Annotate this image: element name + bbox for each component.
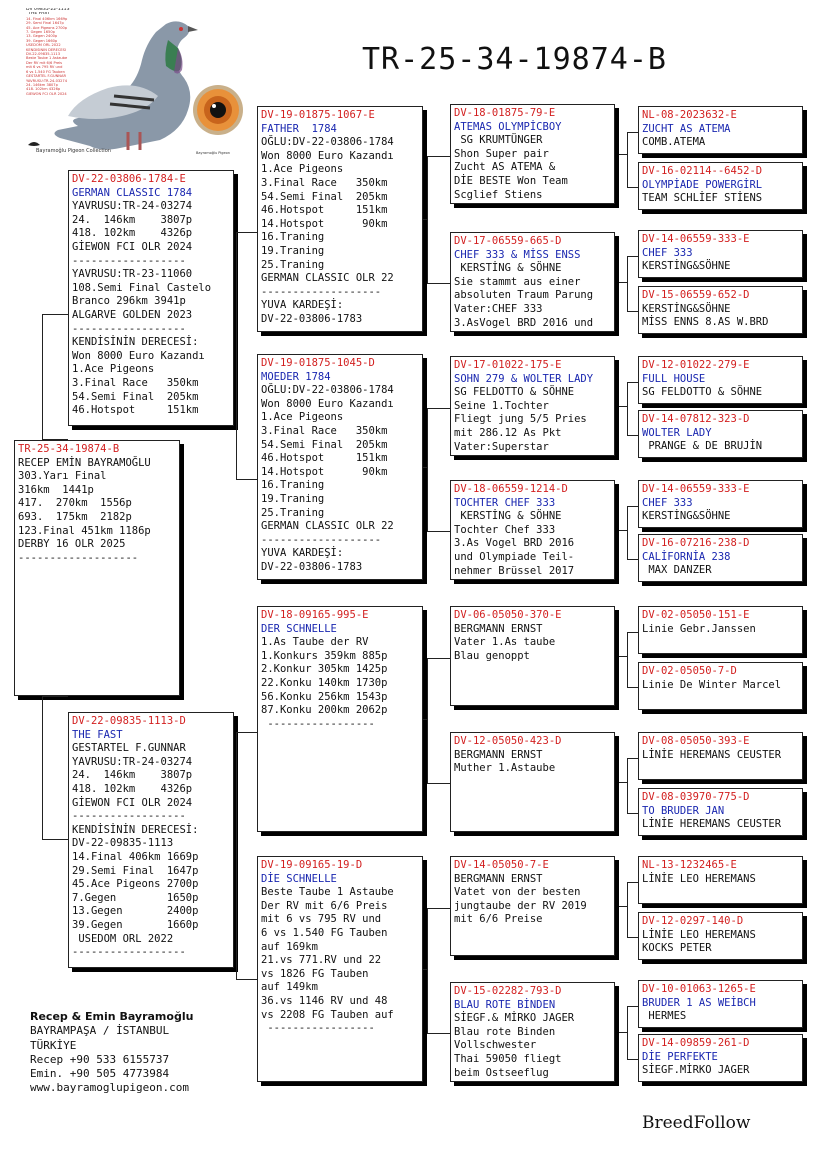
info-line: Thai 59050 fliegt [454, 1052, 562, 1065]
grandparent-card [257, 106, 423, 332]
photo-caption-line: 6 vs 1.540 FG Tauben [26, 69, 65, 74]
photo-caption-line: mit 6 vs 795 RV und [26, 65, 63, 70]
tree-connector [423, 719, 427, 720]
tree-connector [627, 132, 638, 188]
photo-caption-line: 24. 146km 3807p [26, 82, 58, 87]
photo-caption-line: 13. Gegen 2400p [26, 34, 58, 39]
tree-connector [627, 882, 638, 938]
info-line: ------------------ [72, 322, 186, 335]
info-line: 693. 175km 2182p [18, 510, 132, 523]
ancestor-card [638, 106, 803, 154]
info-line: 24. 146km 3807p [72, 769, 193, 782]
ring-number: DV-15-06559-652-D [642, 289, 750, 301]
info-line: Blau genoppt [454, 649, 530, 662]
pigeon-name: ATEMAS OLYMPİCBOY [454, 120, 562, 133]
breeder-name: Recep & Emin Bayramoğlu [30, 1010, 194, 1023]
great-grandparent-card [450, 732, 615, 832]
tree-connector [627, 382, 638, 436]
info-line: DERBY 16 OLR 2025 [18, 538, 126, 551]
tree-connector [627, 1006, 638, 1060]
info-line: Beste Taube 1 Astaube [261, 886, 394, 899]
info-line: LİNİE HEREMANS CEUSTER [642, 748, 782, 761]
info-line: 3.Final Race 350km [72, 376, 199, 389]
info-line: Vater:CHEF 333 [454, 302, 543, 315]
grandparent-card [257, 354, 423, 580]
eye-photo [193, 85, 243, 135]
info-line: YUVA KARDEŞİ: [261, 299, 344, 312]
info-line: 1.Ace Pigeons [261, 411, 344, 424]
ring-number: NL-13-1232465-E [642, 859, 737, 871]
info-line: 316km 1441p [18, 483, 94, 496]
ring-number: DV-08-03970-775-D [642, 791, 750, 803]
info-line: PRANGE & DE BRUJİN [642, 440, 763, 453]
ancestor-card [638, 410, 803, 458]
info-line: MİSS ENNS 8.AS W.BRD [642, 316, 769, 329]
info-line: mit 6 vs 795 RV und [261, 913, 382, 926]
info-line: 123.Final 451km 1186p [18, 524, 151, 537]
info-line: 418. 102km 4326p [72, 782, 193, 795]
info-line: 1.Ace Pigeons [72, 363, 155, 376]
info-line: DİE BESTE Won Team [454, 174, 568, 187]
pigeon-name: CHEF 333 [642, 496, 693, 509]
photo-footer-right: Bayramoğlu Pigeon [196, 151, 231, 155]
ancestor-card [638, 912, 803, 960]
ring-number: DV-12-01022-279-E [642, 359, 750, 371]
info-line: 6 vs 1.540 FG Tauben [261, 926, 388, 939]
ring-number: DV-18-06559-1214-D [454, 483, 568, 495]
pigeon-name: DİE PERFEKTE [642, 1050, 718, 1063]
photo-caption-line: 7. Gegen 1650p [26, 30, 55, 35]
info-line: Scglief Stiens [454, 188, 543, 201]
pigeon-name: GERMAN CLASSIC 1784 [72, 186, 193, 199]
info-line: nehmer Brüssel 2017 [454, 564, 575, 577]
info-line: 418. 102km 4326p [72, 227, 193, 240]
pigeon-name: FULL HOUSE [642, 372, 706, 385]
info-line: 56.Konku 256km 1543p [261, 690, 388, 703]
pigeon-name: THE FAST [72, 728, 123, 741]
ring-number: DV-08-05050-393-E [642, 735, 750, 747]
ring-number: DV-22-09835-1113-D [72, 715, 186, 727]
info-line: Fliegt jung 5/5 Pries [454, 413, 587, 426]
info-line: USEDOM ORL 2022 [72, 932, 174, 945]
info-line: 3.AsVogel BRD 2016 und [454, 316, 594, 329]
ring-number: DV-14-05050-7-E [454, 859, 549, 871]
info-line: OĞLU:DV-22-03806-1784 [261, 136, 394, 149]
info-line: DV-22-03806-1783 [261, 312, 363, 325]
info-line: 108.Semi Final Castelo [72, 281, 212, 294]
ring-number: DV-18-01875-79-E [454, 107, 556, 119]
tree-connector [236, 232, 257, 480]
info-line: 19.Traning [261, 244, 325, 257]
info-line: OĞLU:DV-22-03806-1784 [261, 384, 394, 397]
info-line: Muther 1.Astaube [454, 762, 556, 775]
pigeon-name: DER SCHNELLE [261, 622, 337, 635]
tree-connector [427, 908, 450, 1034]
photo-caption-line: DV 09835-22-1113 [26, 8, 70, 12]
ring-number: DV-22-03806-1784-E [72, 173, 186, 185]
info-line: auf 169km [261, 940, 318, 953]
tree-connector [619, 1032, 627, 1033]
info-line: 87.Konku 200km 2062p [261, 704, 388, 717]
ring-number: DV-14-09859-261-D [642, 1037, 750, 1049]
info-line: Blau rote Binden [454, 1025, 556, 1038]
pigeon-name: OLYMPİADE POWERGİRL [642, 178, 763, 191]
info-line: 29.Semi Final 1647p [72, 864, 199, 877]
info-line: GERMAN CLASSIC OLR 22 [261, 272, 394, 285]
info-line: ------------------ [72, 810, 186, 823]
phone-emin: Emin. +90 505 4773984 [30, 1067, 170, 1081]
info-line: GİEWON FCI OLR 2024 [72, 240, 193, 253]
pigeon-name: CALİFORNİA 238 [642, 550, 731, 563]
info-line: ----------------- [261, 1022, 375, 1035]
info-line: ------------------- [18, 551, 139, 564]
info-line: SİEGF.MİRKO JAGER [642, 1064, 750, 1077]
info-line: 417. 270km 1556p [18, 497, 132, 510]
info-line: 14.Hotspot 90km [261, 465, 388, 478]
info-line: 45.Ace Pigeons 2700p [72, 878, 199, 891]
photo-caption-line: "THE FAST" [26, 12, 52, 17]
ring-number: NL-08-2023632-E [642, 109, 737, 121]
tree-connector [619, 906, 627, 907]
tree-connector [42, 314, 68, 440]
phone-recep: Recep +90 533 6155737 [30, 1052, 170, 1066]
info-line: 54.Semi Final 205km [261, 190, 388, 203]
info-line: SG KRUMTÜNGER [454, 134, 543, 147]
breeder-city: BAYRAMPAŞA / İSTANBUL [30, 1024, 170, 1038]
tree-connector [619, 154, 627, 155]
photo-caption-line: Der RV mit 6/6 Preis [26, 60, 63, 65]
info-line: LİNİE HEREMANS CEUSTER [642, 818, 782, 831]
info-line: 7.Gegen 1650p [72, 891, 199, 904]
ring-number: DV-17-01022-175-E [454, 359, 562, 371]
pigeon-name: FATHER 1784 [261, 122, 337, 135]
info-line: 1.Konkurs 359km 885p [261, 649, 388, 662]
photo-caption-line: USEDOM ORL 2022 [26, 43, 61, 48]
info-line: 19.Traning [261, 492, 325, 505]
tree-connector [627, 758, 638, 814]
info-line: Shon Super pair [454, 147, 549, 160]
info-line: Vater:Superstar [454, 440, 549, 453]
brand-logo: BreedFollow [642, 1113, 751, 1133]
info-line: ALGARVE GOLDEN 2023 [72, 308, 193, 321]
info-line: MAX DANZER [642, 564, 712, 577]
ancestor-card [638, 286, 803, 334]
photo-caption-line: GİEWON FCI OLR 2024 [26, 91, 67, 96]
info-line: ----------------- [261, 717, 375, 730]
info-line: YUVA KARDEŞİ: [261, 547, 344, 560]
ancestor-card [638, 162, 803, 210]
info-line: 16.Traning [261, 231, 325, 244]
info-line: 25.Traning [261, 506, 325, 519]
info-line: ------------------ [72, 254, 186, 267]
ancestor-card [638, 606, 803, 654]
tree-connector [427, 408, 450, 532]
info-line: YAVRUSU:TR-23-11060 [72, 268, 193, 281]
tree-connector [627, 506, 638, 560]
info-line: 2.Konkur 305km 1425p [261, 663, 388, 676]
info-line: Tochter Chef 333 [454, 523, 556, 536]
info-line: Won 8000 Euro Kazandı [261, 397, 394, 410]
info-line: KOCKS PETER [642, 942, 712, 955]
great-grandparent-card [450, 232, 615, 332]
great-grandparent-card [450, 606, 615, 706]
info-line: 16.Traning [261, 479, 325, 492]
ring-number: DV-19-01875-1045-D [261, 357, 375, 369]
info-line: ------------------- [261, 285, 382, 298]
ring-number: DV-19-09165-19-D [261, 859, 363, 871]
ring-number: DV-18-09165-995-E [261, 609, 369, 621]
photo-caption-line: 45. Ace Pigeons 2700p [26, 25, 68, 30]
great-grandparent-card [450, 982, 615, 1082]
info-line: YAVRUSU:TR-24-03274 [72, 200, 193, 213]
ancestor-card [638, 662, 803, 710]
photo-caption-line: YAVRUSU:TR-24-03274 [26, 78, 67, 83]
photo-caption-line: GESTARTEL F.GUNNAR [26, 74, 66, 79]
info-line: 3.Final Race 350km [261, 176, 388, 189]
info-line: Vollschwester [454, 1039, 537, 1052]
info-line: 39.Gegen 1660p [72, 918, 199, 931]
sire-card [68, 170, 234, 426]
tree-connector [423, 219, 427, 220]
info-line: 14.Hotspot 90km [261, 217, 388, 230]
info-line: beim Ostseeflug [454, 1066, 549, 1079]
info-line: GESTARTEL F.GUNNAR [72, 742, 186, 755]
tree-connector [627, 632, 638, 688]
ancestor-card [638, 480, 803, 528]
info-line: RECEP EMİN BAYRAMOĞLU [18, 456, 151, 469]
info-line: Won 8000 Euro Kazandı [72, 349, 205, 362]
tree-connector [423, 969, 427, 970]
photo-caption-line: KENDİSİNİN DERECESİ [26, 47, 66, 52]
info-line: KERSTİNG & SÖHNE [454, 510, 562, 523]
info-line: 303.Yarı Final [18, 470, 107, 483]
info-line: BERGMANN ERNST [454, 748, 543, 761]
info-line: 22.Konku 140km 1730p [261, 676, 388, 689]
info-line: Linie Gebr.Janssen [642, 622, 756, 635]
ancestor-card [638, 230, 803, 278]
info-line: 13.Gegen 2400p [72, 905, 199, 918]
info-line: Linie De Winter Marcel [642, 678, 782, 691]
photo-caption-line: 29. Semi Final 1647p [26, 21, 64, 26]
photo-caption-line: DV-22-09835-1113 [26, 52, 60, 57]
info-line: 1.As Taube der RV [261, 636, 369, 649]
info-line: 36.vs 1146 RV und 48 [261, 994, 388, 1007]
ancestor-card [638, 732, 803, 780]
ancestor-card [638, 534, 803, 582]
ring-number: DV-12-05050-423-D [454, 735, 562, 747]
website-link[interactable]: www.bayramoglupigeon.com [30, 1081, 189, 1095]
info-line: 3.Final Race 350km [261, 424, 388, 437]
tree-connector [427, 658, 450, 784]
great-grandparent-card [450, 856, 615, 956]
tree-connector [423, 467, 427, 468]
info-line: jungtaube der RV 2019 [454, 899, 587, 912]
ring-number: DV-16-07216-238-D [642, 537, 750, 549]
ring-number: DV-19-01875-1067-E [261, 109, 375, 121]
tree-connector [236, 732, 257, 980]
info-line: vs 2208 FG Tauben auf [261, 1008, 394, 1021]
info-line: Zucht AS ATEMA & [454, 161, 556, 174]
info-line: 14.Final 406km 1669p [72, 850, 199, 863]
info-line: 54.Semi Final 205km [72, 390, 199, 403]
pigeon-name: TOCHTER CHEF 333 [454, 496, 556, 509]
info-line: mit 286.12 As Pkt [454, 426, 562, 439]
info-line: und Olympiade Teil- [454, 550, 575, 563]
info-line: 46.Hotspot 151km [261, 204, 388, 217]
great-grandparent-card [450, 480, 615, 580]
info-line: GİEWON FCI OLR 2024 [72, 796, 193, 809]
info-line: 1.Ace Pigeons [261, 163, 344, 176]
ring-number: DV-15-02282-793-D [454, 985, 562, 997]
info-line: DV-22-03806-1783 [261, 560, 363, 573]
photo-footer-left: Bayramoğlu Pigeon Collection [36, 148, 111, 154]
info-line: 54.Semi Final 205km [261, 438, 388, 451]
info-line: KENDİSİNİN DERECESİ: [72, 823, 199, 836]
great-grandparent-card [450, 356, 615, 456]
ring-number: DV-02-05050-151-E [642, 609, 750, 621]
tree-connector [619, 656, 627, 657]
photo-caption-line: 418. 102km 4326p [26, 87, 61, 92]
info-line: 46.Hotspot 151km [72, 404, 199, 417]
ring-number: DV-02-05050-7-D [642, 665, 737, 677]
photo-caption-line: Beste Taube 1 Astaube [26, 56, 68, 61]
info-line: Sie stammt aus einer [454, 275, 581, 288]
tree-connector [619, 782, 627, 783]
photo-caption-line: 39. Gegen 1660p [26, 38, 58, 43]
info-line: 21.vs 771.RV und 22 [261, 954, 382, 967]
pigeon-name: MOEDER 1784 [261, 370, 331, 383]
info-line: KERSTİNG&SÖHNE [642, 510, 731, 523]
info-line: absoluten Traum Parung [454, 289, 594, 302]
ancestor-card [638, 1034, 803, 1082]
pigeon-name: DİE SCHNELLE [261, 872, 337, 885]
info-line: KERSTİNG&SÖHNE [642, 302, 731, 315]
ancestor-card [638, 356, 803, 404]
ring-number: DV-14-06559-333-E [642, 233, 750, 245]
ring-number: DV-14-07812-323-D [642, 413, 750, 425]
pigeon-name: TO BRUDER JAN [642, 804, 725, 817]
info-line: Seine 1.Tochter [454, 399, 549, 412]
ring-number: TR-25-34-19874-B [18, 443, 120, 455]
info-line: COMB.ATEMA [642, 136, 706, 149]
ring-number: DV-16-02114--6452-D [642, 165, 763, 177]
page-title: TR-25-34-19874-B [362, 42, 667, 77]
pigeon-name: BRUDER 1 AS WEİBCH [642, 996, 756, 1009]
great-grandparent-card [450, 104, 615, 204]
ring-number: DV-17-06559-665-D [454, 235, 562, 247]
grandparent-card [257, 856, 423, 1082]
info-line: DV-22-09835-1113 [72, 837, 174, 850]
info-line: 3.As Vogel BRD 2016 [454, 537, 575, 550]
info-line: KERSTİNG & SÖHNE [454, 262, 562, 275]
info-line: auf 149km [261, 981, 318, 994]
info-line: LİNİE LEO HEREMANS [642, 928, 756, 941]
info-line: SG FELDOTTO & SÖHNE [642, 386, 763, 399]
info-line: ------------------ [72, 946, 186, 959]
tree-connector [427, 156, 450, 284]
ring-number: DV-06-05050-370-E [454, 609, 562, 621]
breeder-country: TÜRKİYE [30, 1038, 77, 1052]
info-line: SİEGF.& MİRKO JAGER [454, 1012, 575, 1025]
info-line: KENDİSİNİN DERECESİ: [72, 336, 199, 349]
tree-connector [627, 256, 638, 312]
logo-bird-icon [28, 142, 40, 146]
info-line: Der RV mit 6/6 Preis [261, 899, 388, 912]
pigeon-name: CHEF 333 [642, 246, 693, 259]
info-line: GERMAN CLASSIC OLR 22 [261, 520, 394, 533]
pigeon-name: BLAU ROTE BİNDEN [454, 998, 556, 1011]
info-line: ------------------- [261, 533, 382, 546]
info-line: BERGMANN ERNST [454, 872, 543, 885]
info-line: Vater 1.As taube [454, 636, 556, 649]
pigeon-name: SOHN 279 & WOLTER LADY [454, 372, 594, 385]
info-line: LİNİE LEO HEREMANS [642, 872, 756, 885]
photo-caption-line: 14. Final 406km 1669p [26, 16, 68, 21]
info-line: KERSTİNG&SÖHNE [642, 260, 731, 273]
ancestor-card [638, 856, 803, 904]
tree-connector [619, 530, 627, 531]
pigeon-name: WOLTER LADY [642, 426, 712, 439]
subject-card [14, 440, 180, 696]
info-line: TEAM SCHLİEF STİENS [642, 192, 763, 205]
info-line: mit 6/6 Preise [454, 913, 543, 926]
grandparent-card [257, 606, 423, 832]
tree-connector [42, 696, 68, 840]
info-line: HERMES [642, 1010, 687, 1023]
info-line: BERGMANN ERNST [454, 622, 543, 635]
ancestor-card [638, 980, 803, 1028]
dam-card [68, 712, 234, 968]
info-line: SG FELDOTTO & SÖHNE [454, 386, 575, 399]
ring-number: DV-10-01063-1265-E [642, 983, 756, 995]
tree-connector [619, 406, 627, 407]
tree-connector [619, 282, 627, 283]
ring-number: DV-14-06559-333-E [642, 483, 750, 495]
pigeon-name: CHEF 333 & MİSS ENSS [454, 248, 581, 261]
photo-caption [26, 8, 104, 96]
contact-block [30, 1010, 193, 1096]
info-line: YAVRUSU:TR-24-03274 [72, 755, 193, 768]
ring-number: DV-12-0297-140-D [642, 915, 744, 927]
info-line: Won 8000 Euro Kazandı [261, 149, 394, 162]
info-line: 46.Hotspot 151km [261, 452, 388, 465]
info-line: vs 1826 FG Tauben [261, 967, 369, 980]
info-line: Vatet von der besten [454, 886, 581, 899]
info-line: Branco 296km 3941p [72, 295, 186, 308]
pigeon-name: ZUCHT AS ATEMA [642, 122, 731, 135]
ancestor-card [638, 788, 803, 836]
info-line: 24. 146km 3807p [72, 213, 193, 226]
info-line: 25.Traning [261, 258, 325, 271]
